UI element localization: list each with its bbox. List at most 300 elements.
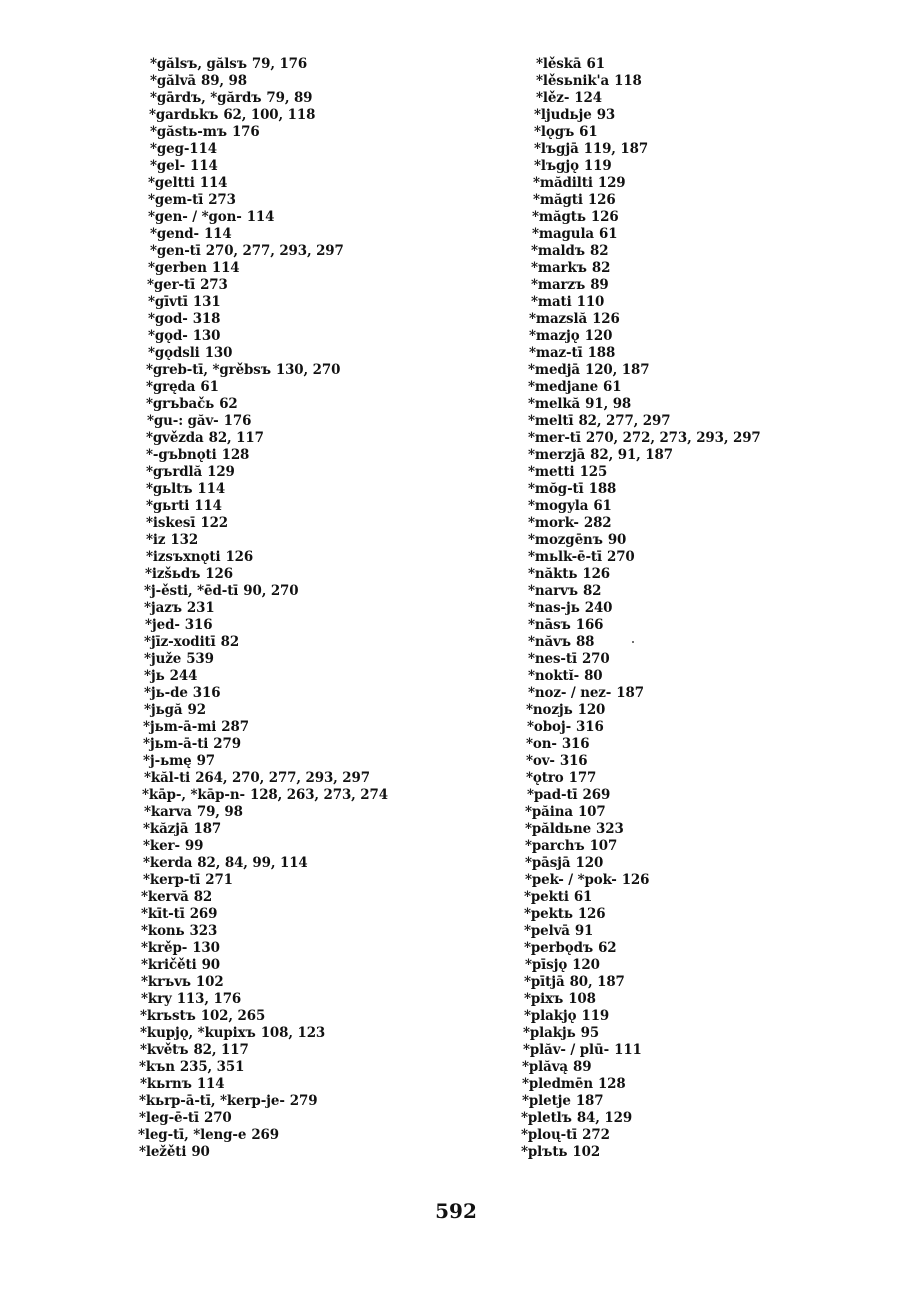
index-page-refs: 231 (186, 599, 215, 617)
index-page-refs: 108 (568, 990, 596, 1008)
index-page-refs: 102 (195, 973, 224, 991)
index-headword: *pek- / *pok- (525, 871, 617, 889)
index-page-refs: 82 (591, 259, 611, 277)
index-page-refs: 132 (170, 531, 199, 549)
index-entry (148, 345, 388, 363)
index-entry (141, 923, 388, 941)
index-headword: *karva (144, 803, 192, 821)
index-headword: *ov- (526, 752, 555, 770)
index-headword: *ploų-tī (521, 1126, 578, 1144)
index-page-refs: 114 (197, 480, 226, 498)
index-entry (528, 413, 761, 431)
index-entry (142, 787, 388, 805)
index-page-refs: 244 (169, 667, 198, 685)
index-entry (141, 940, 388, 958)
index-page-refs: 188 (587, 344, 616, 362)
index-entry (521, 1144, 761, 1162)
index-entry (150, 141, 388, 159)
index-headword: *jed- (145, 616, 180, 634)
index-page-refs: 93 (596, 106, 616, 124)
index-entry (528, 362, 761, 380)
index-page-refs: 240 (584, 599, 613, 617)
index-headword: *năktь (528, 565, 578, 583)
index-entry (526, 702, 761, 720)
index-entry (150, 124, 388, 142)
index-page-refs: 120 (575, 854, 604, 872)
index-page-refs: 120 (577, 701, 606, 719)
index-page-refs: 92 (187, 701, 206, 719)
index-entry (536, 90, 761, 108)
index-page-refs: 114 (190, 157, 218, 175)
index-entry (536, 56, 761, 74)
index-headword: *květъ (140, 1041, 189, 1059)
index-headword: *lъgjǫ (534, 157, 579, 175)
index-entry (148, 260, 388, 278)
index-entry (143, 753, 388, 771)
index-page-refs: 130, 270 (275, 361, 341, 379)
index-page-refs: 128 (221, 446, 250, 464)
index-entry (522, 1076, 761, 1094)
index-headword: *plăvą (522, 1058, 568, 1076)
index-page-refs: 272 (582, 1126, 610, 1144)
index-entry (536, 73, 761, 91)
index-page-refs: 270, 272, 273, 293, 297 (585, 429, 761, 447)
index-page-refs: 316 (184, 616, 213, 634)
index-headword: *perbǫdъ (524, 939, 594, 957)
index-page-refs: 80, 187 (569, 973, 625, 991)
index-headword: *grъbačь (146, 395, 215, 413)
index-page-refs: 91, 98 (585, 395, 632, 413)
index-page-refs: 82, 91, 187 (590, 446, 673, 464)
index-page-refs: 176 (231, 123, 260, 141)
index-page-refs: 270, 277, 293, 297 (205, 242, 344, 260)
index-headword: *mazjǫ (529, 327, 580, 345)
index-page-refs: 279 (213, 735, 241, 753)
index-headword: *jīz-xoditī (144, 633, 216, 651)
index-entry (148, 175, 388, 193)
index-headword: *mozgēnъ (528, 531, 603, 549)
index-entry (146, 498, 388, 516)
index-entry (523, 1025, 761, 1043)
index-page-refs: 119, 187 (583, 140, 649, 158)
index-entry (144, 651, 388, 669)
index-entry (526, 753, 761, 771)
index-entry (146, 532, 388, 550)
index-headword: *iskesī (146, 514, 196, 532)
index-page-refs: 270 (607, 548, 635, 566)
index-headword: *maz-tī (529, 344, 583, 362)
index-page-refs: 270 (203, 1109, 232, 1127)
index-headword: *magula (532, 225, 595, 243)
index-page-refs: 82, 277, 297 (578, 412, 671, 430)
index-entry (146, 447, 388, 465)
index-entry (145, 617, 388, 635)
index-page-refs: 89 (590, 276, 609, 294)
index-headword: *kerda (143, 854, 193, 872)
index-entry (143, 821, 388, 839)
index-entry (146, 379, 388, 397)
index-page-refs: 120 (572, 956, 600, 974)
index-entry (150, 90, 388, 108)
index-headword: *leg-ē-tī (139, 1109, 199, 1127)
index-entry (141, 906, 388, 924)
index-entry (528, 464, 761, 482)
index-headword: *gerben (148, 259, 207, 277)
index-page-refs: 114 (246, 208, 275, 226)
index-entry (141, 974, 388, 992)
index-headword: *gьrti (146, 497, 190, 515)
index-entry (143, 855, 388, 873)
index-page-refs: 80 (584, 667, 603, 685)
index-entry (146, 362, 388, 380)
index-entry (525, 838, 761, 856)
index-page-refs: 120 (584, 327, 613, 345)
index-headword: *gǫd- (148, 327, 188, 345)
index-headword: *jь-de (144, 684, 188, 702)
index-headword: *maldъ (531, 242, 585, 260)
index-headword: *kьrp-ā-tī, *kerp-je- (139, 1092, 285, 1110)
index-entry (139, 1059, 388, 1077)
index-page-refs: 187 (616, 684, 644, 702)
index-headword: *pektь (524, 905, 573, 923)
index-entry (526, 770, 761, 788)
index-entry (534, 107, 761, 125)
index-headword: *plъtь (521, 1143, 568, 1161)
index-headword: *gălsъ, gălsъ (150, 55, 247, 73)
index-page-refs: 323 (596, 820, 624, 838)
index-page-refs: 282 (583, 514, 612, 532)
index-page-refs: 79, 89 (266, 89, 313, 107)
index-headword: *pīsjǫ (525, 956, 568, 974)
index-headword: *ǫtro (526, 769, 564, 787)
index-headword: *gārdъ, *gărdъ (150, 89, 262, 107)
index-entry (140, 1008, 388, 1026)
index-headword: *j-ěsti, *ēd-tī (144, 582, 239, 600)
index-headword: *mьlk-ē-tī (528, 548, 602, 566)
index-headword: *god- (148, 310, 188, 328)
index-headword: *jьm-ā-ti (143, 735, 209, 753)
index-page-refs: 61 (599, 225, 618, 243)
index-page-refs: 79, 176 (251, 55, 308, 73)
index-page-refs: 61 (200, 378, 219, 396)
index-entry (531, 243, 761, 261)
index-entry (532, 226, 761, 244)
index-page-refs: 110 (576, 293, 605, 311)
index-headword: *izšьdъ (145, 565, 201, 583)
index-headword: *pletje (522, 1092, 571, 1110)
index-entry (528, 447, 761, 465)
index-headword: *mădilti (533, 174, 593, 192)
index-page-refs: 61 (603, 378, 622, 396)
index-entry (528, 634, 761, 652)
index-page-refs: 316 (192, 684, 221, 702)
index-entry (148, 328, 388, 346)
index-entry (528, 583, 761, 601)
index-headword: *greb-tī, *grěbsъ (146, 361, 271, 379)
index-page-refs: 130 (192, 939, 220, 957)
index-entry (527, 719, 761, 737)
index-page-refs: 79, 98 (196, 803, 243, 821)
index-entry (143, 736, 388, 754)
index-page-refs: 61 (586, 55, 605, 73)
index-headword: *jьm-ā-mi (143, 718, 217, 736)
index-page-refs: 125 (579, 463, 608, 481)
index-headword: *gьltъ (146, 480, 193, 498)
index-page-refs: 61 (573, 888, 593, 906)
index-page-refs: 114 (211, 259, 240, 277)
index-page-refs: 119 (581, 1007, 610, 1025)
index-page-refs: 88 (575, 633, 595, 651)
index-entry (148, 311, 388, 329)
index-page-refs: 82 (220, 633, 240, 651)
index-headword: *păina (525, 803, 573, 821)
index-headword: *mogyla (528, 497, 589, 515)
index-entry (528, 668, 761, 686)
index-headword: *noktĭ- (528, 667, 580, 685)
index-entry (528, 549, 761, 567)
index-entry (148, 294, 388, 312)
index-page-refs: 61 (579, 123, 598, 141)
index-page-refs: 126 (577, 905, 606, 923)
index-entry (526, 736, 761, 754)
index-page-refs: 114 (199, 174, 228, 192)
index-page-refs: 126 (205, 565, 233, 583)
index-headword: *gu-: găv- (147, 412, 219, 430)
index-headword: *konь (141, 922, 185, 940)
index-page-refs: 62 (219, 395, 238, 413)
index-entry (143, 719, 388, 737)
index-page-refs: 62 (598, 939, 617, 957)
index-headword: *nāsъ (528, 616, 571, 634)
index-entry (525, 821, 761, 839)
index-page-refs: 62, 100, 118 (223, 106, 316, 124)
index-headword: *gvězda (146, 429, 204, 447)
index-headword: *lǫgъ (534, 123, 575, 141)
index-page-refs: 166 (575, 616, 604, 634)
index-page-refs: 271 (205, 871, 233, 889)
index-page-refs: 82 (589, 242, 609, 260)
index-page-refs: 235, 351 (179, 1058, 245, 1076)
index-page-refs: 97 (196, 752, 216, 770)
page-number: 592 (435, 1199, 477, 1223)
index-page-refs: 273 (208, 191, 236, 209)
index-headword: *mer-tī (528, 429, 581, 447)
index-page-refs: 264, 270, 277, 293, 297 (195, 769, 370, 787)
index-headword: *krьstъ (140, 1007, 196, 1025)
index-headword: *geltti (148, 174, 195, 192)
index-page-refs: 187 (193, 820, 222, 838)
index-entry (143, 838, 388, 856)
index-entry (527, 787, 761, 805)
index-entry (528, 532, 761, 550)
index-entry (141, 991, 388, 1009)
index-page-refs: 187 (575, 1092, 604, 1110)
index-entry (529, 328, 761, 346)
index-page-refs: 269 (582, 786, 611, 804)
index-headword: *kry (141, 990, 172, 1008)
index-page-refs: 130 (192, 327, 221, 345)
index-page-refs: 269 (189, 905, 218, 923)
index-page-refs: 108, 123 (260, 1024, 326, 1042)
index-entry (528, 566, 761, 584)
index-page-refs: 61 (593, 497, 612, 515)
index-page-refs: 130 (204, 344, 233, 362)
index-headword: *ger-tī (147, 276, 196, 294)
index-headword: *kerp-tī (143, 871, 201, 889)
index-entry (146, 430, 388, 448)
index-page-refs: 539 (186, 650, 214, 668)
index-entry (146, 481, 388, 499)
index-headword: *pledmēn (522, 1075, 593, 1093)
index-headword: *pletlъ (521, 1109, 572, 1127)
index-headword: *gel- (150, 157, 186, 175)
index-headword: *gǫdsli (148, 344, 200, 362)
index-entry (144, 668, 388, 686)
index-headword: *ljudьje (534, 106, 592, 124)
index-headword: *nes-tī (528, 650, 577, 668)
index-entry (522, 1093, 761, 1111)
index-headword: *kāp-, *kāp-n- (142, 786, 245, 804)
index-entry (139, 1110, 388, 1128)
index-headword: *on- (526, 735, 557, 753)
index-headword: *mati (531, 293, 572, 311)
index-page-refs: 118 (614, 72, 642, 90)
index-headword: *mazslă (529, 310, 588, 328)
index-entry (144, 702, 388, 720)
index-headword: *merzjā (528, 446, 586, 464)
index-entry (138, 1127, 388, 1145)
index-headword: *gem-tī (148, 191, 204, 209)
index-entry (144, 634, 388, 652)
index-page-refs: 126 (621, 871, 650, 889)
index-page-refs: 82 (582, 582, 602, 600)
index-page-refs: 89, 98 (201, 72, 247, 90)
index-entry (528, 600, 761, 618)
index-page-refs: 129 (207, 463, 235, 481)
index-headword: *gen-tī (150, 242, 201, 260)
index-entry (150, 226, 388, 244)
index-page-refs: 91 (574, 922, 594, 940)
index-headword: *năvъ (528, 633, 571, 651)
index-entry (147, 277, 388, 295)
index-headword: *medjā (528, 361, 580, 379)
index-entry (525, 957, 761, 975)
index-column-right (522, 56, 761, 1161)
index-entry (148, 192, 388, 210)
index-entry (528, 481, 761, 499)
index-page-refs: 279 (289, 1092, 318, 1110)
index-headword: *ležěti (139, 1143, 187, 1161)
index-page-refs: 270 (581, 650, 610, 668)
index-entry (524, 889, 761, 907)
index-page-refs: 126 (225, 548, 254, 566)
print-speck (632, 641, 634, 643)
index-headword: *j-ьmę (143, 752, 192, 770)
index-headword: *mŏg-tī (528, 480, 584, 498)
index-headword: *pekti (524, 888, 569, 906)
index-page-refs: 126 (590, 208, 619, 226)
index-entry (150, 243, 388, 261)
index-headword: *pad-tī (527, 786, 578, 804)
index-page-refs: 316 (576, 718, 604, 736)
index-entry (534, 141, 761, 159)
index-headword: *kьrnъ (140, 1075, 192, 1093)
index-headword: *plăv- / plū- (523, 1041, 610, 1059)
index-entry (140, 1076, 388, 1094)
index-headword: *kričěti (141, 956, 197, 974)
index-entry (524, 974, 761, 992)
index-entry (528, 430, 761, 448)
index-page-refs: 95 (580, 1024, 600, 1042)
index-headword: *plakjǫ (524, 1007, 577, 1025)
index-headword: *kīt-tī (141, 905, 185, 923)
index-headword: *gălvā (150, 72, 196, 90)
index-page-refs: 131 (192, 293, 221, 311)
index-headword: *lěz- (536, 89, 570, 107)
index-headword: *măgtь (532, 208, 586, 226)
index-page-refs: 107 (577, 803, 606, 821)
index-page-refs: 316 (559, 752, 588, 770)
index-headword: *măgti (533, 191, 583, 209)
index-page-refs: 176 (223, 412, 252, 430)
index-entry (139, 1144, 388, 1162)
index-page-refs: 89 (573, 1058, 592, 1076)
index-page-refs: 82, 117 (193, 1041, 249, 1059)
index-headword: *gardьkъ (149, 106, 219, 124)
index-entry (529, 345, 761, 363)
index-page-refs: 126 (582, 565, 611, 583)
index-entry (141, 957, 388, 975)
index-headword: *nozjь (526, 701, 573, 719)
index-headword: *păldьne (525, 820, 592, 838)
index-headword: *pixъ (524, 990, 564, 1008)
index-page-refs: 316 (561, 735, 590, 753)
index-headword: *găstь-mъ (150, 123, 227, 141)
index-entry (524, 906, 761, 924)
index-entry (528, 515, 761, 533)
index-headword: *jazъ (144, 599, 182, 617)
index-headword: *juže (144, 650, 182, 668)
index-headword: *iz (146, 531, 166, 549)
index-headword: *gend- (150, 225, 199, 243)
index-entry (528, 379, 761, 397)
index-page-refs: 119 (583, 157, 612, 175)
index-entry (528, 498, 761, 516)
index-headword: *nas-jь (528, 599, 580, 617)
index-page-refs: 323 (189, 922, 218, 940)
index-page-refs: 82 (193, 888, 213, 906)
index-page-refs: 120, 187 (584, 361, 650, 379)
index-entry (140, 1042, 388, 1060)
index-headword: *kăzjā (143, 820, 189, 838)
index-entry (531, 260, 761, 278)
index-headword: *plakjь (523, 1024, 576, 1042)
index-entry (524, 940, 761, 958)
index-entry (149, 107, 388, 125)
index-entry (140, 1025, 388, 1043)
index-headword: *mork- (528, 514, 579, 532)
index-page-refs: 111 (614, 1041, 642, 1059)
index-headword: *gъrdlă (146, 463, 203, 481)
index-entry (534, 158, 761, 176)
index-page-refs: 113, 176 (176, 990, 242, 1008)
index-headword: *pītjā (524, 973, 565, 991)
index-entry (522, 1059, 761, 1077)
index-headword: *gīvtī (148, 293, 188, 311)
index-entry (534, 124, 761, 142)
index-headword: *gen- / *gon- (148, 208, 242, 226)
index-entry (150, 56, 388, 74)
